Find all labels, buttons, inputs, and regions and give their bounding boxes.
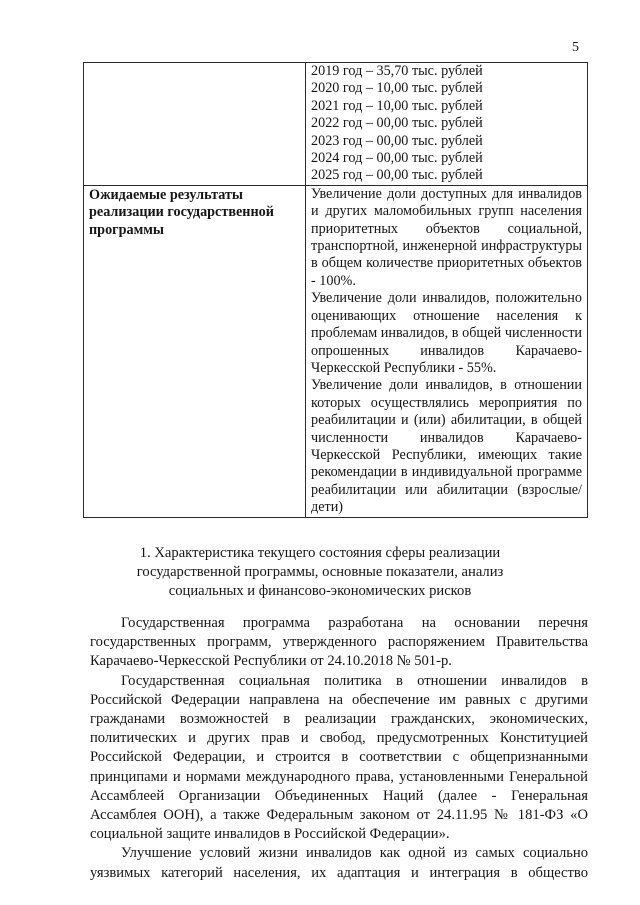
funding-line-2024: 2024 год – 00,00 тыс. рублей: [311, 150, 483, 167]
paragraph-program-basis: Государственная программа разработана на основании перечня государственных программ, утвержденного распоряжением Правительства Карачаево-Черкесской Республики от 24.10.2018 № 501-р.: [90, 615, 588, 670]
funding-line-2021: 2021 год – 10,00 тыс. рублей: [311, 97, 483, 114]
funding-line-2019: 2019 год – 35,70 тыс. рублей: [311, 63, 483, 79]
funding-line-2020: 2020 год – 10,00 тыс. рублей: [311, 80, 483, 97]
funding-values-cell: [306, 63, 588, 186]
body-text: [90, 614, 588, 883]
result-item-attitude: Увеличение доли инвалидов, положительно оценивающих отношение населения к проблемам инвалидов, в общей численности опрошенных инвалидов Карачаево-Черкесской Республики - 55%.: [311, 290, 582, 376]
section-title: 1. Характеристика текущего состояния сферы реализации государственной программы, основные показатели, анализ социальных и финансово-экономических рисков: [136, 545, 504, 599]
result-item-rehabilitation: Увеличение доли инвалидов, в отношении которых осуществлялись мероприятия по реабилитации и (или) абилитации, в общей численности инвалидов Карачаево- Черкесской Республики, имеющих такие рекомендации в индивидуальной программе реабилитации или абилитации (взрослые/дети): [311, 377, 582, 516]
funding-line-2022: 2022 год – 00,00 тыс. рублей: [311, 115, 483, 132]
funding-line-2023: 2023 год – 00,00 тыс. рублей: [311, 132, 483, 149]
results-label: Ожидаемые результаты реализации государственной программы: [89, 186, 274, 238]
page-number: 5: [572, 40, 579, 55]
funding-line-2025: 2025 год – 00,00 тыс. рублей: [311, 167, 483, 184]
results-label-cell: [84, 185, 306, 517]
paragraph-living-conditions: Улучшение условий жизни инвалидов как одной из самых социально уязвимых категорий населения, их адаптация и интеграция в общество: [90, 845, 588, 881]
program-passport-table: [83, 62, 588, 518]
funding-row: [84, 63, 588, 186]
funding-label-cell: [84, 63, 306, 186]
result-item-accessibility: Увеличение доли доступных для инвалидов и других маломобильных групп населения приоритетных объектов социальной, транспортной, инженерной инфраструктуры в общем количестве приоритетных объектов - 100%.: [311, 185, 582, 289]
results-values-cell: [306, 185, 588, 517]
results-row: [84, 185, 588, 517]
paragraph-social-policy: Государственная социальная политика в отношении инвалидов в Российской Федерации направлена на обеспечение им равных с другими гражданами возможностей в реализации гражданских, экономических, политических и других прав и свобод, предусмотренных Конституцией Российской Федерации, и строится в соответствии с общепризнанными принципами и нормами международного права, установленными Генеральной Ассамблеей Организации Объединенных Наций (далее - Генеральная Ассамблея ООН), а также Федеральным законом от 24.11.95 № 181-ФЗ «О социальной защите инвалидов в Российской Федерации».: [90, 672, 588, 843]
